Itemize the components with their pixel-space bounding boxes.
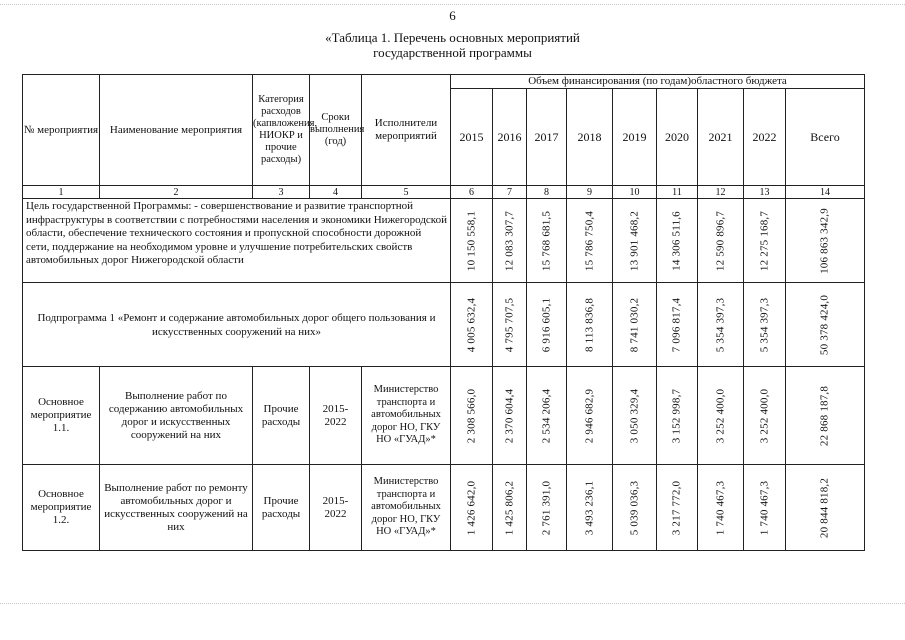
table-caption — [0, 30, 905, 60]
column-number: 3 — [253, 186, 310, 199]
measure-value: 2 534 206,4 — [540, 388, 552, 443]
header-year-2021: 2021 — [698, 89, 744, 186]
measure-value: 3 493 236,1 — [583, 480, 595, 535]
header-year-2022: 2022 — [744, 89, 786, 186]
measure-value-2021 — [698, 367, 744, 465]
scan-edge-bottom — [0, 603, 905, 604]
scan-edge-top — [0, 4, 905, 5]
goal-value: 12 083 307,7 — [503, 210, 515, 271]
header-year-2018: 2018 — [567, 89, 613, 186]
measure-value: 1 740 467,3 — [758, 480, 770, 535]
caption-line-2: государственной программы — [373, 45, 532, 60]
goal-row — [23, 199, 865, 283]
header-year-2015: 2015 — [451, 89, 493, 186]
goal-value-2017 — [527, 199, 567, 283]
measure-value-2021 — [698, 465, 744, 551]
header-executors: Исполнители мероприятий — [362, 75, 451, 186]
column-number: 8 — [527, 186, 567, 199]
measure-value: 3 252 400,0 — [758, 388, 770, 443]
measure-value-2018 — [567, 367, 613, 465]
measure-value: 1 425 806,2 — [503, 480, 515, 535]
goal-value: 14 306 511,6 — [670, 210, 683, 271]
column-number: 1 — [23, 186, 100, 199]
measure-value: 2 308 566,0 — [465, 388, 477, 443]
measure-value-2019 — [613, 367, 657, 465]
subprogram-value: 5 354 397,3 — [714, 297, 726, 352]
measure-value-2020 — [657, 465, 698, 551]
subprogram-value: 5 354 397,3 — [758, 297, 770, 352]
measure-value: 1 426 642,0 — [465, 480, 477, 535]
subprogram-value-2019 — [613, 283, 657, 367]
measure-value-2016 — [493, 367, 527, 465]
header-financing: Объем финансирования (по годам)областного бюджета — [451, 75, 865, 89]
measure-value-2015 — [451, 465, 493, 551]
header-category: Категория расходов (капвложения, НИОКР и прочие расходы) — [253, 75, 310, 186]
measure-value-total — [786, 367, 865, 465]
measure-value-2016 — [493, 465, 527, 551]
header-name: Наименование мероприятия — [100, 75, 253, 186]
header-year-2017: 2017 — [527, 89, 567, 186]
column-number: 4 — [310, 186, 362, 199]
measure-category: Прочие расходы — [253, 465, 310, 551]
subprogram-value: 7 096 817,4 — [670, 297, 683, 352]
subprogram-value-2018 — [567, 283, 613, 367]
column-number: 14 — [786, 186, 865, 199]
goal-value-2020 — [657, 199, 698, 283]
measure-executor: Министерство транспорта и автомобильных дорог НО, ГКУ НО «ГУАД»* — [362, 367, 451, 465]
measure-value: 2 761 391,0 — [540, 480, 552, 535]
measure-number: Основное мероприятие 1.1. — [23, 367, 100, 465]
column-number: 6 — [451, 186, 493, 199]
measure-value-total — [786, 465, 865, 551]
measure-category: Прочие расходы — [253, 367, 310, 465]
header-terms: Сроки выполнения (год) — [310, 75, 362, 186]
measure-row-1-1 — [23, 367, 865, 465]
column-number-row — [23, 186, 865, 199]
caption-line-1: «Таблица 1. Перечень основных мероприятий — [325, 30, 580, 45]
measure-value: 2 370 604,4 — [503, 388, 515, 443]
page-number: 6 — [449, 8, 456, 23]
goal-value-2015 — [451, 199, 493, 283]
header-num: № мероприятия — [23, 75, 100, 186]
goal-value-2019 — [613, 199, 657, 283]
subprogram-value: 4 795 707,5 — [503, 297, 515, 352]
goal-value: 12 275 168,7 — [758, 210, 770, 271]
measure-value-2022 — [744, 465, 786, 551]
goal-value-total — [786, 199, 865, 283]
goal-value: 106 863 342,9 — [818, 207, 831, 274]
column-number: 13 — [744, 186, 786, 199]
measure-value-2018 — [567, 465, 613, 551]
measure-executor: Министерство транспорта и автомобильных дорог НО, ГКУ НО «ГУАД»* — [362, 465, 451, 551]
goal-value-2018 — [567, 199, 613, 283]
column-number: 5 — [362, 186, 451, 199]
measure-name: Выполнение работ по содержанию автомобильных дорог и искусственных сооружений на них — [100, 367, 253, 465]
goal-value: 15 786 750,4 — [583, 210, 595, 271]
measure-value: 1 740 467,3 — [714, 480, 726, 535]
measure-value-2017 — [527, 465, 567, 551]
header-year-2020: 2020 — [657, 89, 698, 186]
subprogram-value-2021 — [698, 283, 744, 367]
measure-terms: 2015-2022 — [310, 465, 362, 551]
measure-value-2019 — [613, 465, 657, 551]
header-year-2019: 2019 — [613, 89, 657, 186]
subprogram-value: 8 741 030,2 — [628, 297, 640, 352]
goal-text: Цель государственной Программы: - совершенствование и развитие транспортной инфраструктуры в соответствии с потребностями населения и экономики Нижегородской области, обеспечение технического состояния и пропускной способности дорожной сети, поддержание на необходимом уровне и улучшение потребительских свойств автомобильных дорог Нижегородской области — [23, 199, 451, 283]
header-year-2016: 2016 — [493, 89, 527, 186]
column-number: 10 — [613, 186, 657, 199]
subprogram-value-2020 — [657, 283, 698, 367]
measure-value: 3 217 772,0 — [670, 480, 683, 535]
measure-row-1-2 — [23, 465, 865, 551]
column-number: 12 — [698, 186, 744, 199]
subprogram-value-2022 — [744, 283, 786, 367]
measure-value: 2 946 682,9 — [583, 388, 595, 443]
measure-number: Основное мероприятие 1.2. — [23, 465, 100, 551]
subprogram-value: 8 113 836,8 — [583, 297, 595, 352]
column-number: 11 — [657, 186, 698, 199]
goal-value-2022 — [744, 199, 786, 283]
subprogram-row — [23, 283, 865, 367]
goal-value-2021 — [698, 199, 744, 283]
subprogram-value: 4 005 632,4 — [465, 297, 477, 352]
measure-value: 3 050 329,4 — [628, 388, 640, 443]
goal-value: 15 768 681,5 — [540, 210, 552, 271]
column-number: 7 — [493, 186, 527, 199]
measure-terms: 2015-2022 — [310, 367, 362, 465]
measure-value: 3 252 400,0 — [714, 388, 726, 443]
subprogram-value-2017 — [527, 283, 567, 367]
goal-value-2016 — [493, 199, 527, 283]
column-number: 9 — [567, 186, 613, 199]
measure-value-2017 — [527, 367, 567, 465]
subprogram-text: Подпрограмма 1 «Ремонт и содержание автомобильных дорог общего пользования и искусственных сооружений на них» — [23, 283, 451, 367]
subprogram-value: 6 916 605,1 — [540, 297, 552, 352]
subprogram-value-total — [786, 283, 865, 367]
subprogram-value-2016 — [493, 283, 527, 367]
measure-value-2022 — [744, 367, 786, 465]
subprogram-value: 50 378 424,0 — [818, 294, 831, 355]
measures-table — [22, 74, 865, 551]
measure-value: 3 152 998,7 — [670, 388, 683, 443]
goal-value: 13 901 468,2 — [628, 210, 640, 271]
subprogram-value-2015 — [451, 283, 493, 367]
measure-value: 22 868 187,8 — [818, 385, 831, 446]
goal-value: 10 150 558,1 — [465, 210, 477, 271]
measure-value-2015 — [451, 367, 493, 465]
measure-name: Выполнение работ по ремонту автомобильных дорог и искусственных сооружений на них — [100, 465, 253, 551]
measure-value-2020 — [657, 367, 698, 465]
measure-value: 5 039 036,3 — [628, 480, 640, 535]
measure-value: 20 844 818,2 — [818, 477, 831, 538]
goal-value: 12 590 896,7 — [714, 210, 726, 271]
header-total: Всего — [786, 89, 865, 186]
column-number: 2 — [100, 186, 253, 199]
